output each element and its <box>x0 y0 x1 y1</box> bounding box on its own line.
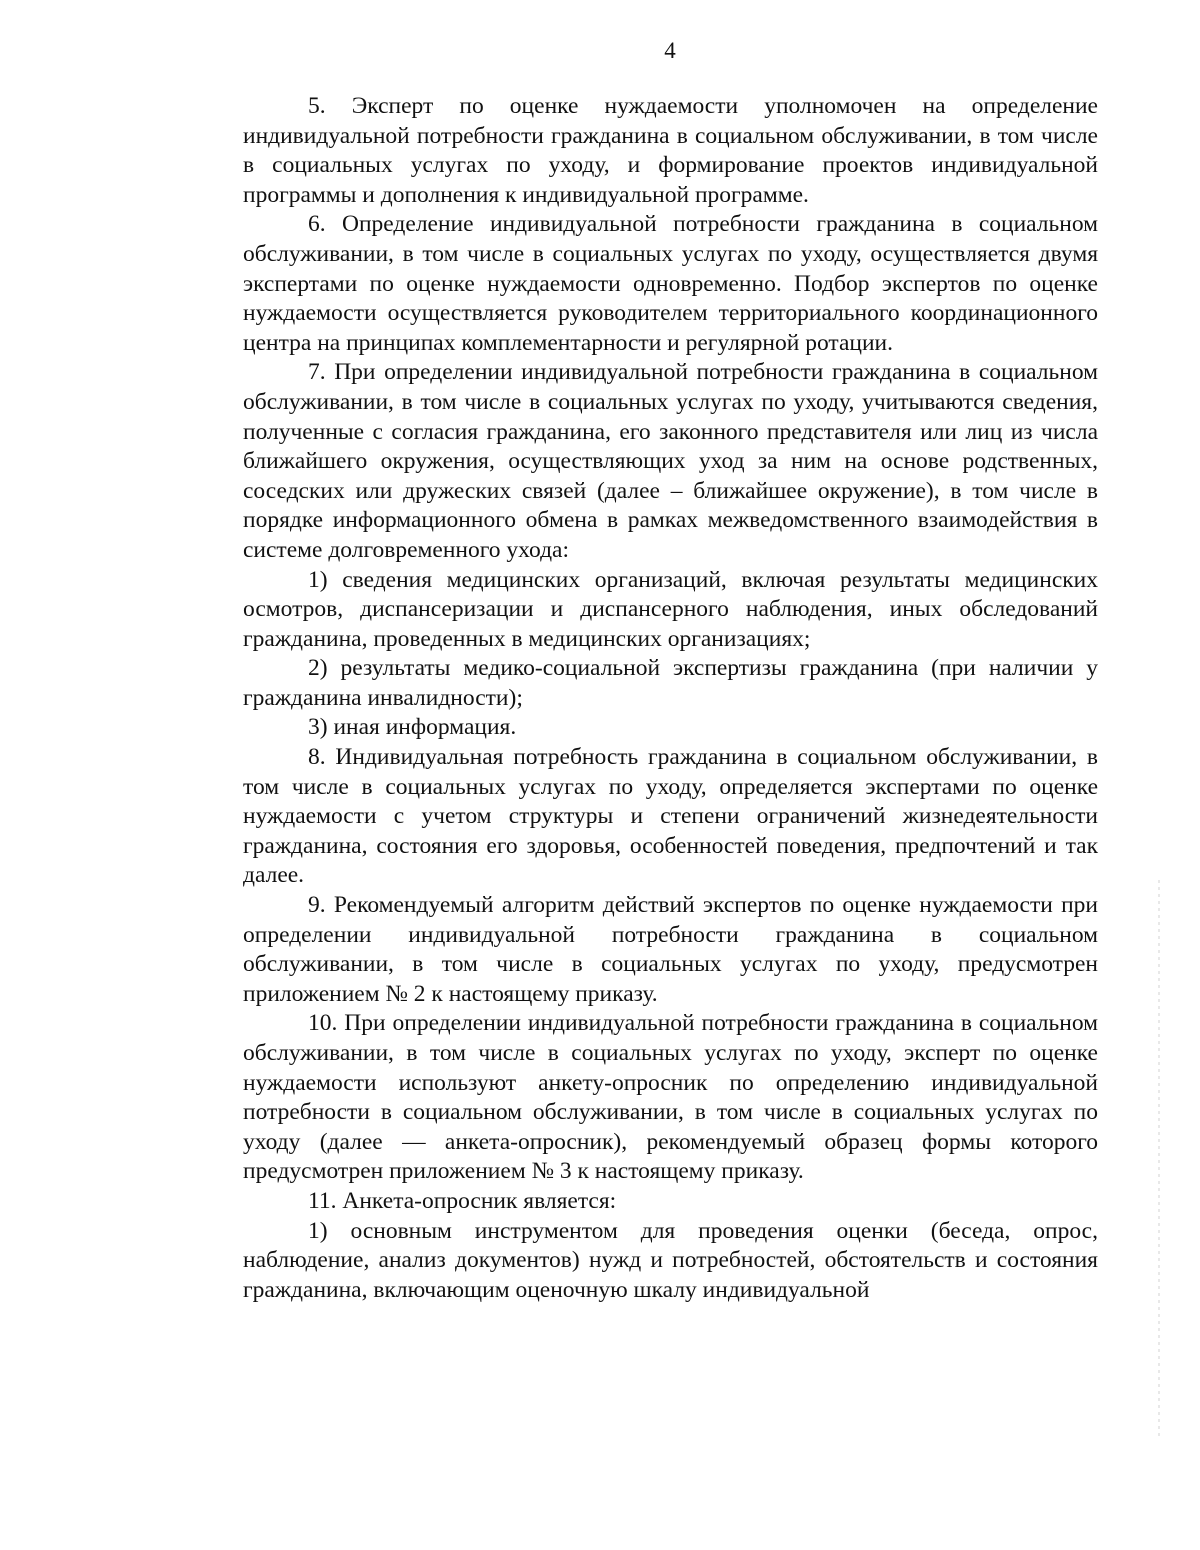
paragraph-item-10: 10. При определении индивидуальной потребности гражданина в социальном обслуживании, в том числе в социальных услугах по уходу, эксперт по оценке нуждаемости используют анкету-опросник по определению индивидуальной потребности в социальном обслуживании, в том числе в социальных услугах по уходу (далее — анкета-опросник), рекомендуемый образец формы которого предусмотрен приложением № 3 к настоящему приказу. <box>243 1010 1098 1185</box>
paragraph-item-5: 5. Эксперт по оценке нуждаемости уполномочен на определение индивидуальной потребности гражданина в социальном обслуживании, в том числе в социальных услугах по уходу, и формирование проектов индивидуальной программы и дополнения к индивидуальной программе. <box>243 93 1098 208</box>
scan-artifact <box>1158 880 1160 1440</box>
paragraph-subitem-7-3: 3) иная информация. <box>308 714 517 741</box>
paragraph-subitem-7-2: 2) результаты медико-социальной экспертизы гражданина (при наличии у гражданина инвалидности); <box>243 655 1098 711</box>
paragraph-item-8: 8. Индивидуальная потребность гражданина в социальном обслуживании, в том числе в социальных услугах по уходу, определяется экспертами по оценке нуждаемости с учетом структуры и степени ограничений жизнедеятельности гражданина, состояния его здоровья, особенностей поведения, предпочтений и так далее. <box>243 744 1098 889</box>
paragraph-item-9: 9. Рекомендуемый алгоритм действий экспертов по оценке нуждаемости при определении индивидуальной потребности гражданина в социальном обслуживании, в том числе в социальных услугах по уходу, предусмотрен приложением № 2 к настоящему приказу. <box>243 892 1098 1007</box>
paragraph-item-11: 11. Анкета-опросник является: <box>308 1187 617 1214</box>
paragraph-item-7: 7. При определении индивидуальной потребности гражданина в социальном обслуживании, в том числе в социальных услугах по уходу, учитываются сведения, полученные с согласия гражданина, его законного представителя или лиц из числа ближайшего окружения, осуществляющих уход за ним на основе родственных, соседских или дружеских связей (далее – ближайшее окружение), в том числе в порядке информационного обмена в рамках межведомственного взаимодействия в системе долговременного ухода: <box>243 359 1098 563</box>
paragraph-subitem-11-1: 1) основным инструментом для проведения оценки (беседа, опрос, наблюдение, анализ документов) нужд и потребностей, обстоятельств и состояния гражданина, включающим оценочную шкалу индивидуальной <box>243 1217 1098 1303</box>
document-body <box>243 92 1098 1305</box>
paragraph-item-6: 6. Определение индивидуальной потребности гражданина в социальном обслуживании, в том числе в социальных услугах по уходу, осуществляется двумя экспертами по оценке нуждаемости одновременно. Подбор экспертов по оценке нуждаемости осуществляется руководителем территориального координационного центра на принципах комплементарности и регулярной ротации. <box>243 211 1098 356</box>
page-number: 4 <box>664 38 676 63</box>
paragraph-subitem-7-1: 1) сведения медицинских организаций, включая результаты медицинских осмотров, диспансеризации и диспансерного наблюдения, иных обследований гражданина, проведенных в медицинских организациях; <box>243 566 1098 652</box>
